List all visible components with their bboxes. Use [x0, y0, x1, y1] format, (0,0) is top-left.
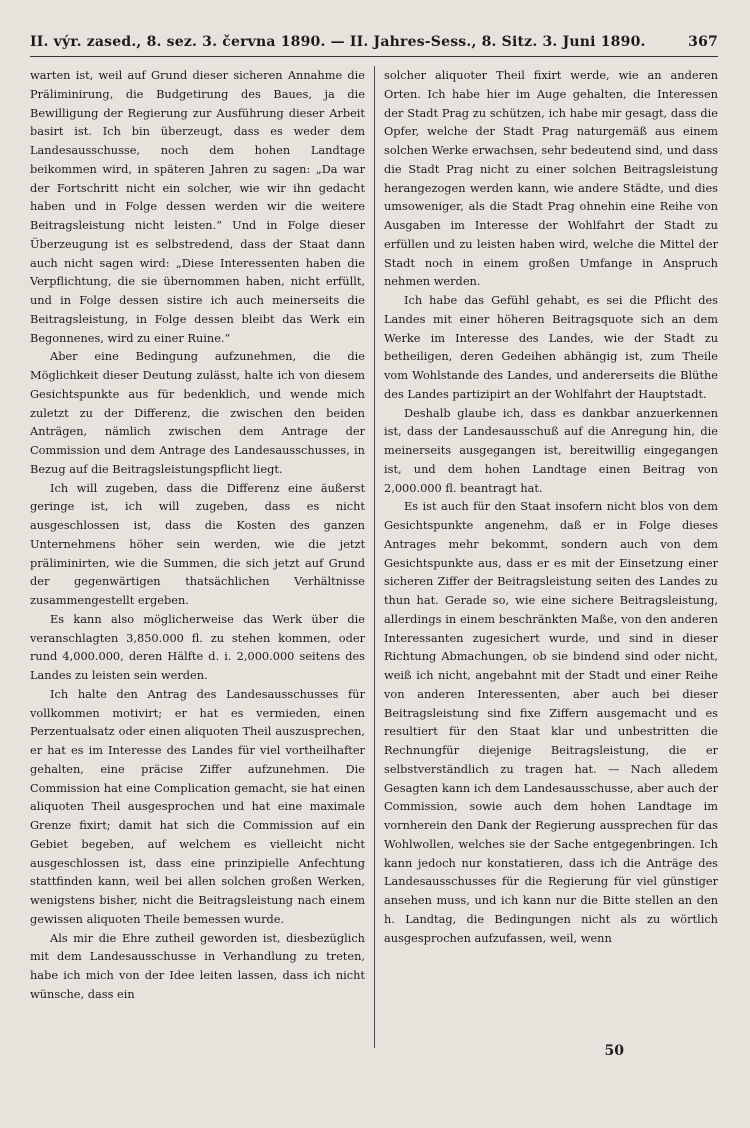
text-columns — [30, 66, 718, 1048]
paragraph: Ich habe das Gefühl gehabt, es sei die Pflicht des Landes mit einer höheren Beitragsquote sich an dem Werke im Interesse des Landes, wie der Stadt zu betheiligen, deren Gedeihen abhängig ist, zum Theile vom Wohlstande des Landes, und andererseits die Blüthe des Landes partizipirt an der Wohlfahrt der Hauptstadt. — [384, 293, 718, 401]
left-column — [30, 66, 374, 1048]
right-column — [374, 66, 718, 1048]
paragraph: Aber eine Bedingung aufzunehmen, die die Möglichkeit dieser Deutung zulässt, halte ich von diesem Gesichtspunkte aus für bedenklich, und wende mich zuletzt zu der Differenz, die zwischen den beiden Anträgen, nämlich zwischen dem Antrage der Commission und dem Antrage des Landesausschusses, in Bezug auf die Beitragsleistungspflicht liegt. — [30, 349, 365, 476]
paragraph: Ich halte den Antrag des Landesausschusses für vollkommen motivirt; er hat es vermieden, einen Perzentualsatz oder einen aliquoten Theil auszusprechen, er hat es im Interesse des Landes für viel vortheilhafter gehalten, eine präcise Ziffer aufzunehmen. Die Commission hat eine Complication gemacht, sie hat einen aliquoten Theil ausgesprochen und hat eine maximale Grenze fixirt; damit hat sich die Commission auf ein Gebiet begeben, auf welchem es vielleicht nicht ausgeschlossen ist, dass eine prinzipielle Anfechtung stattfinden kann, weil bei allen solchen großen Werken, wenigstens bisher, nicht die Beitragsleistung nach einem gewissen aliquoten Theile bemessen wurde. — [30, 686, 365, 926]
paragraph: solcher aliquoter Theil fixirt werde, wie an anderen Orten. Ich habe hier im Auge gehalten, die Interessen der Stadt Prag zu schützen, ich habe mir gesagt, dass die Opfer, welche der Stadt Prag naturgemäß aus einem solchen Werke erwachsen, sehr bedeutend sind, und dass die Stadt Prag nicht zu einer solchen Beitragsleistung herangezogen werden kann, wie andere Städte, und dies umsoweniger, als die Stadt Prag ohnehin eine Reihe von Ausgaben im Interesse der Wohlfahrt der Stadt zu erfüllen und zu leisten haben wird, welche die Mittel der Stadt noch in einem großen Umfange in Anspruch nehmen werden. — [384, 68, 718, 289]
paragraph: Deshalb glaube ich, dass es dankbar anzuerkennen ist, dass der Landesausschuß auf die Anregung hin, die meinerseits ausgegangen ist, bereitwillig eingegangen ist, und dem hohen Landtage einen Beitrag von 2,000.000 fl. beantragt hat. — [384, 405, 718, 495]
header-session-info: II. výr. zased., 8. sez. 3. června 1890. — II. Jahres-Sess., 8. Sitz. 3. Juni 1890. — [30, 34, 646, 50]
running-header — [30, 34, 718, 57]
paragraph: Es kann also möglicherweise das Werk über die veranschlagten 3,850.000 fl. zu stehen kommen, oder rund 4,000.000, deren Hälfte d. i. 2,000.000 seitens des Landes zu leisten sein werden. — [30, 611, 365, 682]
paragraph: warten ist, weil auf Grund dieser sicheren Annahme die Präliminirung, die Budgetirung des Baues, ja die Bewilligung der Regierung zur Ausführung dieser Arbeit basirt ist. Ich bin überzeugt, dass es weder dem Landesausschusse, noch dem hohen Landtage beikommen wird, in späteren Jahren zu sagen: „Da war der Fortschritt nicht ein solcher, wie wir ihn gedacht haben und in Folge dessen werden wir die weitere Beitragsleistung nicht leisten.“ Und in Folge dieser Überzeugung ist es selbstredend, dass der Staat dann auch nicht sagen wird: „Diese Interessenten haben die Verpflichtung, die sie übernommen haben, nicht erfüllt, und in Folge dessen sistire ich auch meinerseits die Beitragsleistung, in Folge dessen bleibt das Werk ein Begonnenes, wird zu einer Ruine.“ — [30, 68, 365, 345]
header-page-number: 367 — [688, 34, 718, 50]
paragraph: Es ist auch für den Staat insofern nicht blos von dem Gesichtspunkte angenehm, daß er in Folge dieses Antrages mehr bekommt, sondern auch von dem Gesichtspunkte aus, dass er es mit der Einsetzung einer sicheren Ziffer der Beitragsleistung seiten des Landes zu thun hat. Gerade so, wie eine sichere Beitragsleistung, allerdings in einem beschränkten Maße, von den anderen Interessanten zugesichert wurde, und sind in dieser Richtung Abmachungen, ob sie bindend sind oder nicht, weiß ich nicht, angebahnt mit der Stadt und einer Reihe von anderen Interessenten, aber auch bei dieser Beitragsleistung sind fixe Ziffern ausgemacht und es resultiert für den Staat klar und unbestritten die Rechnungfür diejenige Beitragsleistung, die er selbstverständlich zu tragen hat. — Nach alledem Gesagten kann ich dem Landesausschusse, aber auch der Commission, sowie auch dem hohen Landtage im vornherein den Dank der Regierung aussprechen für das Wohlwollen, welches sie der Sache entgegenbringen. Ich kann jedoch nur konstatieren, dass ich die Anträge des Landesausschusses für die Regierung für viel günstiger ansehen muss, und ich kann nur die Bitte stellen an den h. Landtag, die Bedingungen nicht als zu wörtlich ausgesprochen aufzufassen, weil, wenn — [384, 499, 718, 945]
paragraph: Ich will zugeben, dass die Differenz eine äußerst geringe ist, ich will zugeben, dass es nicht ausgeschlossen ist, dass die Kosten des ganzen Unternehmens höher sein werden, wie die jetzt präliminirten, wie die Summen, die sich jetzt auf Grund der gegenwärtigen thatsächlichen Verhältnisse zusammengestellt ergeben. — [30, 480, 365, 607]
paragraph: Als mir die Ehre zutheil geworden ist, diesbezüglich mit dem Landesausschusse in Verhandlung zu treten, habe ich mich von der Idee leiten lassen, dass ich nicht wünsche, dass ein — [30, 930, 365, 1001]
sheet-number: 50 — [604, 1043, 624, 1059]
